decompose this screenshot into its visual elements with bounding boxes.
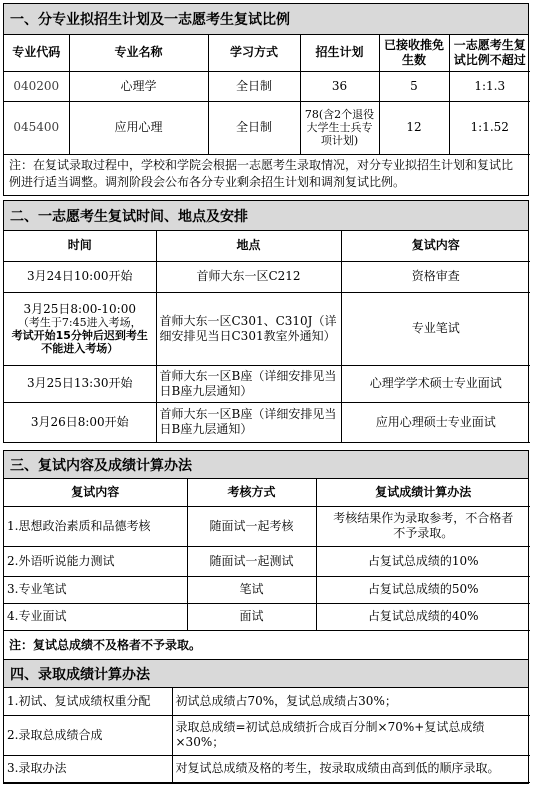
cell-item: 2.外语听说能力测试 <box>4 546 187 576</box>
header-calc: 复试成绩计算办法 <box>316 479 530 506</box>
cell-place: 首师大东一区C301、C310J（详细安排见当日C301教室外通知） <box>156 292 341 365</box>
cell-place: 首师大东一区B座（详细安排见当日B座九层通知） <box>156 402 341 442</box>
plan-note: 注：在复试录取过程中，学校和学院会根据一志愿考生录取情况，对分专业拟招生计划和复试比例进行适当调整。调剂阶段会公布各分专业剩余招生计划和调剂复试比例。 <box>4 155 528 196</box>
table-row <box>4 715 530 755</box>
section-admission <box>3 659 529 784</box>
section-scoring-title: 三、复试内容及成绩计算办法 <box>4 451 528 479</box>
cell-place: 首师大东一区B座（详细安排见当日B座九层通知） <box>156 365 341 402</box>
cell-ratio: 1:1.3 <box>449 71 530 101</box>
cell-item: 1.思想政治素质和品德考核 <box>4 506 187 546</box>
table-row <box>4 576 530 603</box>
header-method: 考核方式 <box>187 479 316 506</box>
plan-header-row <box>4 35 530 71</box>
cell-exempt: 12 <box>379 101 449 154</box>
cell-plan: 78(含2个退役大学生士兵专项计划) <box>300 101 379 154</box>
time-text: 3月24日10:00开始 <box>27 269 133 283</box>
time-warning: 考试开始15分钟后迟到考生不能进入考场） <box>11 328 148 355</box>
cell-mode: 全日制 <box>208 71 300 101</box>
table-row <box>4 261 530 292</box>
schedule-header-row <box>4 231 530 261</box>
cell-item: 3.录取办法 <box>4 755 172 782</box>
table-row <box>4 402 530 442</box>
cell-calc: 占复试总成绩的50% <box>316 576 530 603</box>
time-text: 3月25日8:00-10:00 <box>23 301 136 316</box>
cell-code: 040200 <box>4 71 69 101</box>
cell-desc: 录取总成绩=初试总成绩折合成百分制×70%+复试总成绩×30%； <box>172 715 530 755</box>
cell-time <box>4 261 156 292</box>
cell-content: 资格审查 <box>341 261 530 292</box>
cell-code: 045400 <box>4 101 69 154</box>
cell-ratio: 1:1.52 <box>449 101 530 154</box>
header-exempt: 已接收推免生数 <box>379 35 449 71</box>
cell-exempt: 5 <box>379 71 449 101</box>
time-note: （考生于7:45进入考场， <box>17 315 142 329</box>
cell-place: 首师大东一区C212 <box>156 261 341 292</box>
header-code: 专业代码 <box>4 35 69 71</box>
table-row <box>4 603 530 630</box>
table-row <box>4 688 530 715</box>
header-mode: 学习方式 <box>208 35 300 71</box>
header-ratio: 一志愿考生复试比例不超过 <box>449 35 530 71</box>
scoring-header-row <box>4 479 530 506</box>
cell-item: 2.录取总成绩合成 <box>4 715 172 755</box>
table-row <box>4 365 530 402</box>
cell-time <box>4 292 156 365</box>
scoring-table <box>4 479 530 631</box>
cell-method: 随面试一起考核 <box>187 506 316 546</box>
cell-calc: 占复试总成绩的40% <box>316 603 530 630</box>
header-content: 复试内容 <box>341 231 530 261</box>
section-schedule-title: 二、一志愿考生复试时间、地点及安排 <box>4 201 528 231</box>
cell-mode: 全日制 <box>208 101 300 154</box>
cell-method: 随面试一起测试 <box>187 546 316 576</box>
scoring-note: 注：复试总成绩不及格者不予录取。 <box>4 631 528 661</box>
schedule-table <box>4 231 530 443</box>
table-row <box>4 71 530 101</box>
cell-method: 笔试 <box>187 576 316 603</box>
cell-calc: 考核结果作为录取参考，不合格者不予录取。 <box>316 506 530 546</box>
cell-name: 心理学 <box>69 71 208 101</box>
section-admission-title: 四、录取成绩计算办法 <box>4 660 528 688</box>
table-row <box>4 546 530 576</box>
cell-content: 应用心理硕士专业面试 <box>341 402 530 442</box>
cell-item: 3.专业笔试 <box>4 576 187 603</box>
cell-name: 应用心理 <box>69 101 208 154</box>
cell-time: 3月26日8:00开始 <box>4 402 156 442</box>
section-plan <box>3 3 529 196</box>
header-time: 时间 <box>4 231 156 261</box>
plan-table <box>4 35 530 155</box>
section-schedule <box>3 200 529 443</box>
cell-desc: 初试总成绩占70%，复试总成绩占30%； <box>172 688 530 715</box>
header-place: 地点 <box>156 231 341 261</box>
section-scoring <box>3 450 529 661</box>
header-item: 复试内容 <box>4 479 187 506</box>
cell-calc: 占复试总成绩的10% <box>316 546 530 576</box>
admission-table <box>4 688 530 783</box>
cell-content: 心理学学术硕士专业面试 <box>341 365 530 402</box>
table-row <box>4 101 530 154</box>
header-plan: 招生计划 <box>300 35 379 71</box>
section-plan-title: 一、分专业拟招生计划及一志愿考生复试比例 <box>4 4 528 35</box>
cell-method: 面试 <box>187 603 316 630</box>
table-row <box>4 506 530 546</box>
cell-plan: 36 <box>300 71 379 101</box>
cell-time: 3月25日13:30开始 <box>4 365 156 402</box>
cell-content: 专业笔试 <box>341 292 530 365</box>
header-name: 专业名称 <box>69 35 208 71</box>
table-row <box>4 292 530 365</box>
cell-item: 4.专业面试 <box>4 603 187 630</box>
cell-desc: 对复试总成绩及格的考生，按录取成绩由高到低的顺序录取。 <box>172 755 530 782</box>
cell-item: 1.初试、复试成绩权重分配 <box>4 688 172 715</box>
table-row <box>4 755 530 782</box>
